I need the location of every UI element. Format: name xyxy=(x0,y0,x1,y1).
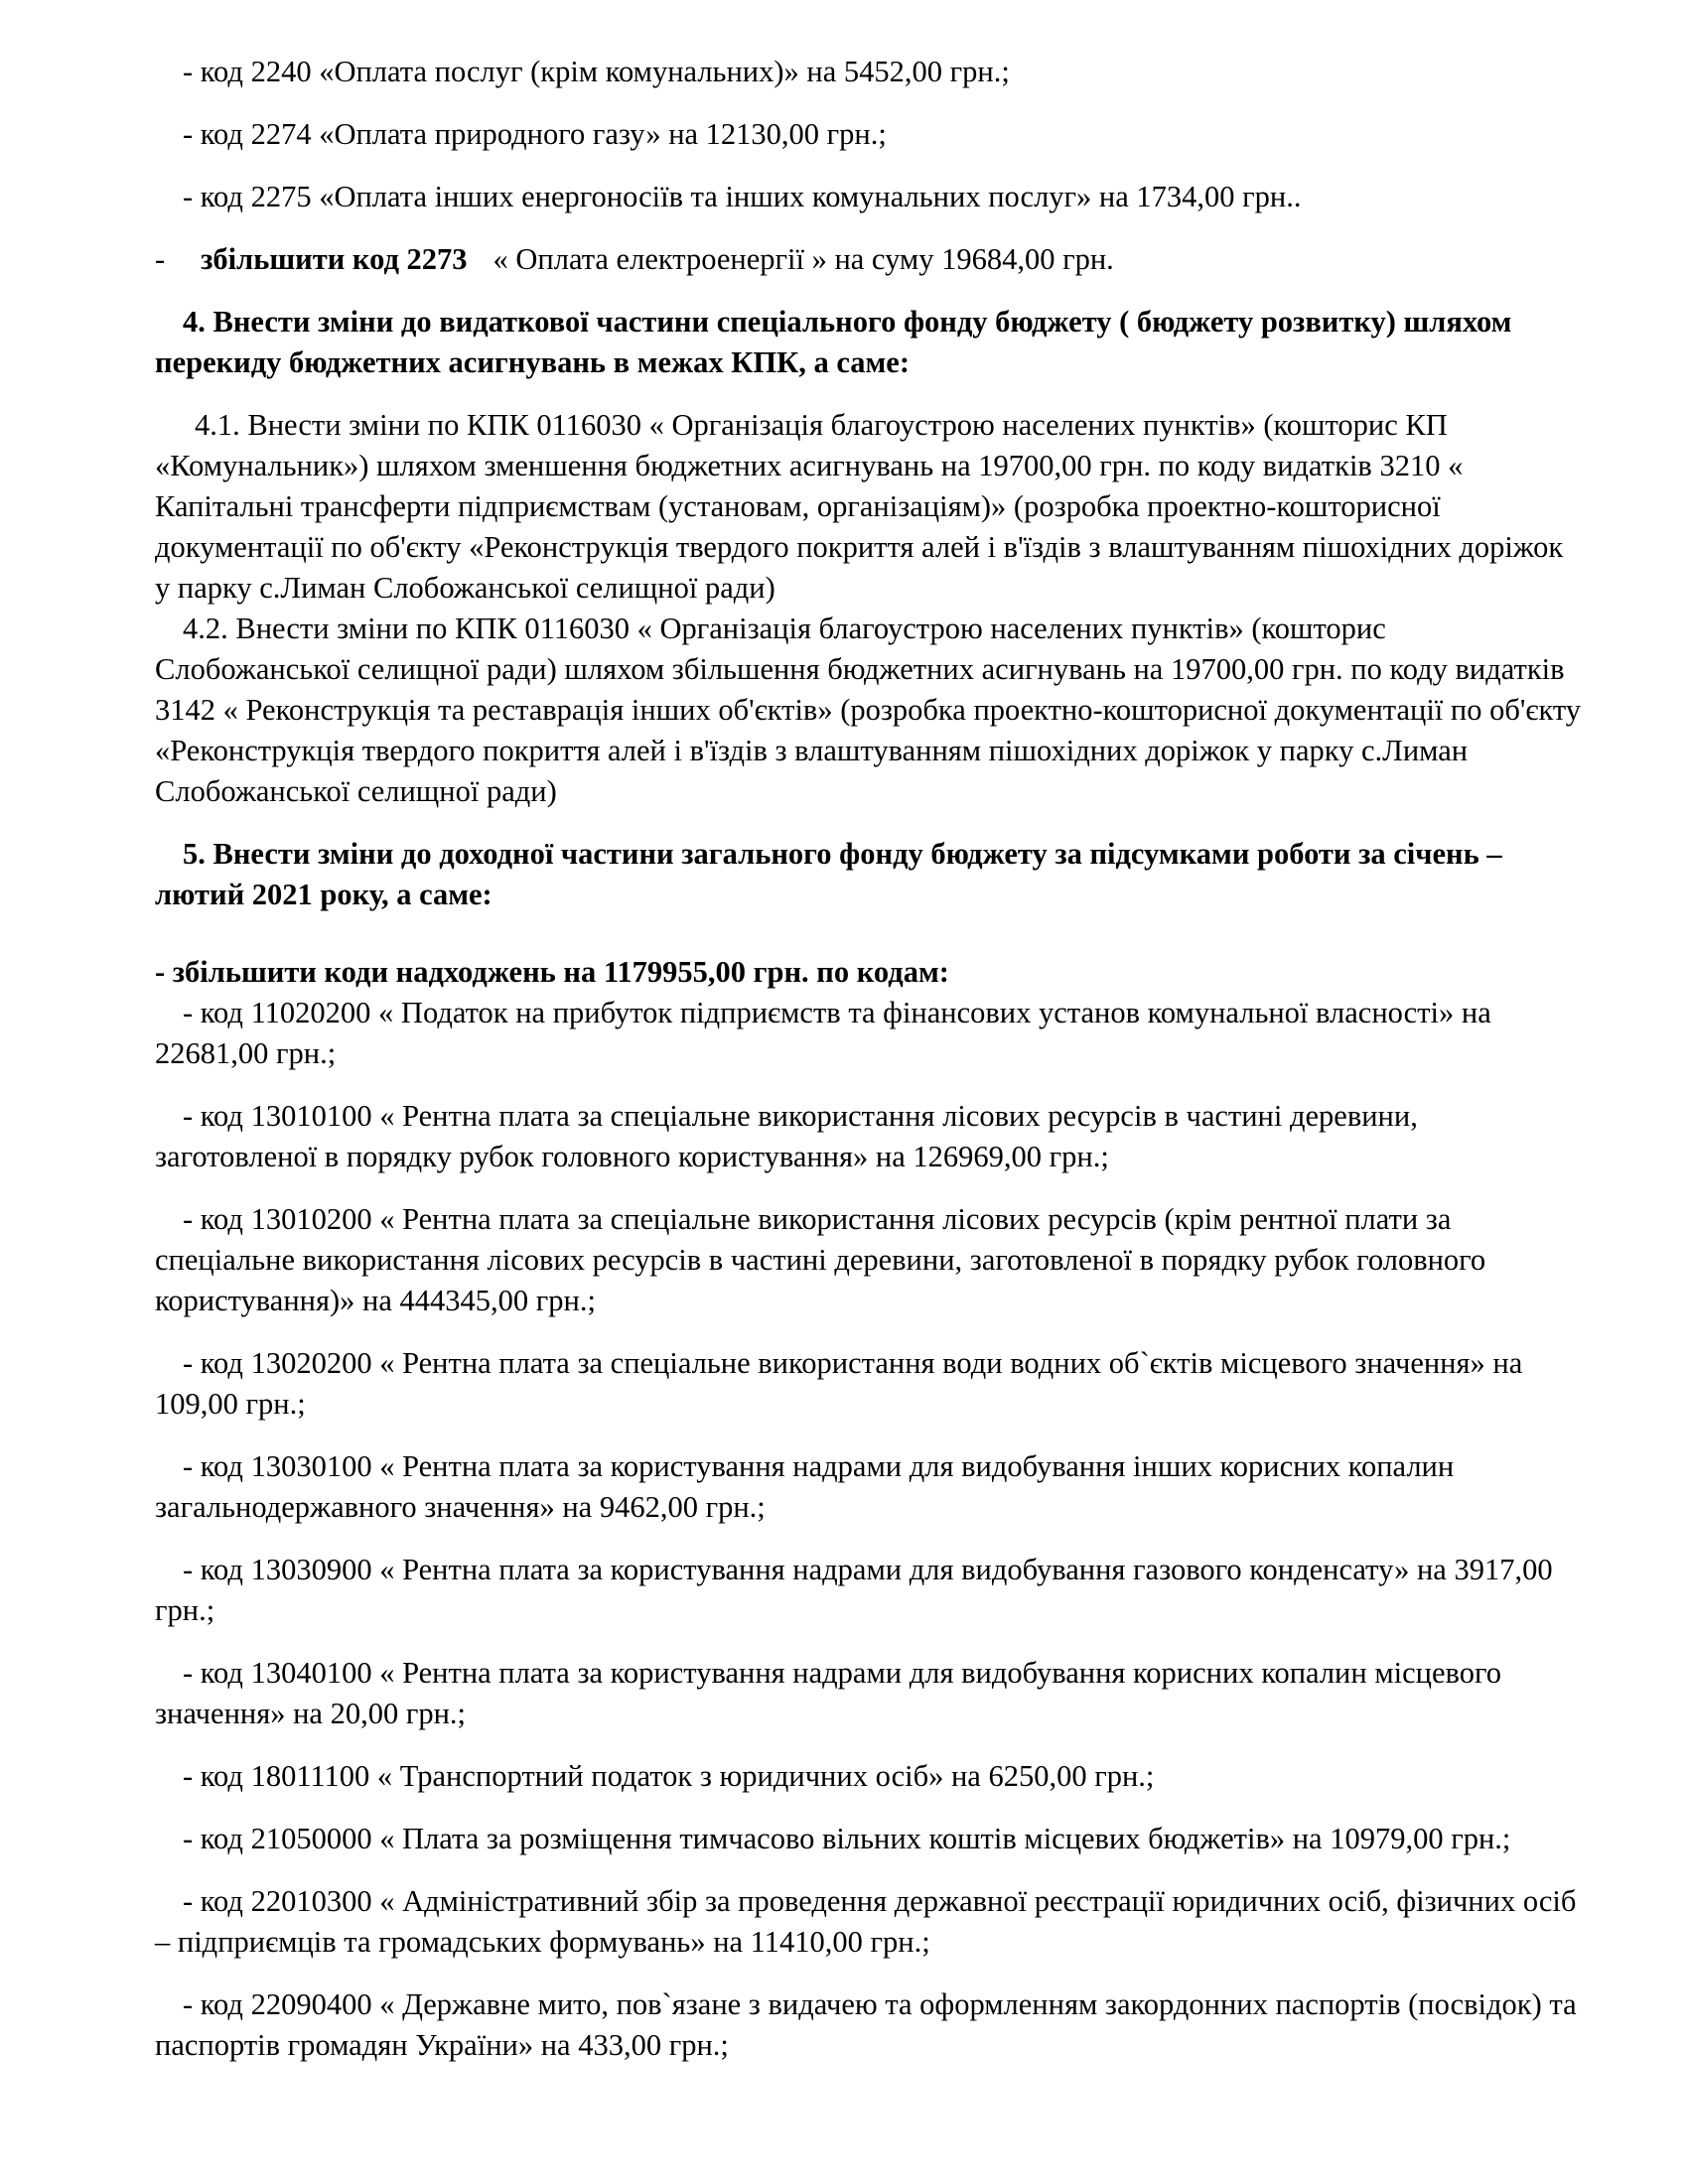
increase-code-desc: « Оплата електроенергії » на суму 19684,00 грн. xyxy=(492,242,1114,276)
income-code-item: - код 13030100 « Рентна плата за користування надрами для видобування інших корисних копалин загальнодержавного значення» на 9462,00 грн.; xyxy=(155,1449,1455,1524)
section-4-2-paragraph: 4.2. Внести зміни по КПК 0116030 « Організація благоустрою населених пунктів» (кошторис Слобожанської селищної ради) шляхом збільшення бюджетних асигнувань на 19700,00 грн. по коду видатків 3142 « Реконструкція та реставрація інших об'єктів» (розробка проектно-кошторисної документації по об'єкту «Реконструкція твердого покриття алей і в'їздів з влаштуванням пішохідних доріжок у парку с.Лиман Слобожанської селищної ради) xyxy=(155,612,1582,808)
expense-item-2274: - код 2274 «Оплата природного газу» на 12130,00 грн.; xyxy=(183,117,887,151)
section-5-heading: 5. Внести зміни до доходної частини загального фонду бюджету за підсумками роботи за січень – лютий 2021 року, а саме: xyxy=(155,837,1502,911)
document-page xyxy=(155,52,1585,2066)
income-code-item: - код 11020200 « Податок на прибуток підприємств та фінансових установ комунальної власності» на 22681,00 грн.; xyxy=(155,996,1491,1070)
increase-dash: - xyxy=(155,242,166,276)
income-code-item: - код 13030900 « Рентна плата за користування надрами для видобування газового конденсату» на 3917,00 грн.; xyxy=(155,1553,1553,1627)
income-code-item: - код 22090400 « Державне мито, пов`язане з видачею та оформленням закордонних паспортів (посвідок) та паспортів громадян України» на 433,00 грн.; xyxy=(155,1987,1577,2062)
expense-item-2275: - код 2275 «Оплата інших енергоносіїв та інших комунальних послуг» на 1734,00 грн.. xyxy=(183,180,1302,213)
income-code-item: - код 21050000 « Плата за розміщення тимчасово вільних коштів місцевих бюджетів» на 10979,00 грн.; xyxy=(183,1822,1511,1855)
increase-code-label: збільшити код 2273 xyxy=(201,242,468,276)
section-4-1-paragraph: 4.1. Внести зміни по КПК 0116030 « Організація благоустрою населених пунктів» (кошторис КП «Комунальник») шляхом зменшення бюджетних асигнувань на 19700,00 грн. по коду видатків 3210 « Капітальні трансферти підприємствам (установам, організаціям)» (розробка проектно-кошторисної документації по об'єкту «Реконструкція твердого покриття алей і в'їздів з влаштуванням пішохідних доріжок у парку с.Лиман Слобожанської селищної ради) xyxy=(155,408,1564,605)
income-code-item: - код 13040100 « Рентна плата за користування надрами для видобування корисних копалин місцевого значення» на 20,00 грн.; xyxy=(155,1656,1501,1730)
increase-code-2273-line xyxy=(155,239,1585,280)
expense-item-2240: - код 2240 «Оплата послуг (крім комунальних)» на 5452,00 грн.; xyxy=(183,55,1010,88)
income-code-item: - код 18011100 « Транспортний податок з юридичних осіб» на 6250,00 грн.; xyxy=(183,1759,1155,1793)
income-code-item: - код 13010100 « Рентна плата за спеціальне використання лісових ресурсів в частині деревини, заготовленої в порядку рубок головного користування» на 126969,00 грн.; xyxy=(155,1099,1418,1173)
income-code-item: - код 22010300 « Адміністративний збір за проведення державної реєстрації юридичних осіб, фізичних осіб – підприємців та громадських формувань» на 11410,00 грн.; xyxy=(155,1884,1577,1959)
income-code-item: - код 13010200 « Рентна плата за спеціальне використання лісових ресурсів (крім рентної плати за спеціальне використання лісових ресурсів в частині деревини, заготовленої в порядку рубок головного користування)» на 444345,00 грн.; xyxy=(155,1202,1486,1317)
section-4-heading: 4. Внести зміни до видаткової частини спеціального фонду бюджету ( бюджету розвитку) шляхом перекиду бюджетних асигнувань в межах КПК, а саме: xyxy=(155,305,1512,379)
section-5-subheading: - збільшити коди надходжень на 1179955,00 грн. по кодам: xyxy=(155,955,949,989)
income-code-item: - код 13020200 « Рентна плата за спеціальне використання води водних об`єктів місцевого значення» на 109,00 грн.; xyxy=(155,1346,1523,1421)
